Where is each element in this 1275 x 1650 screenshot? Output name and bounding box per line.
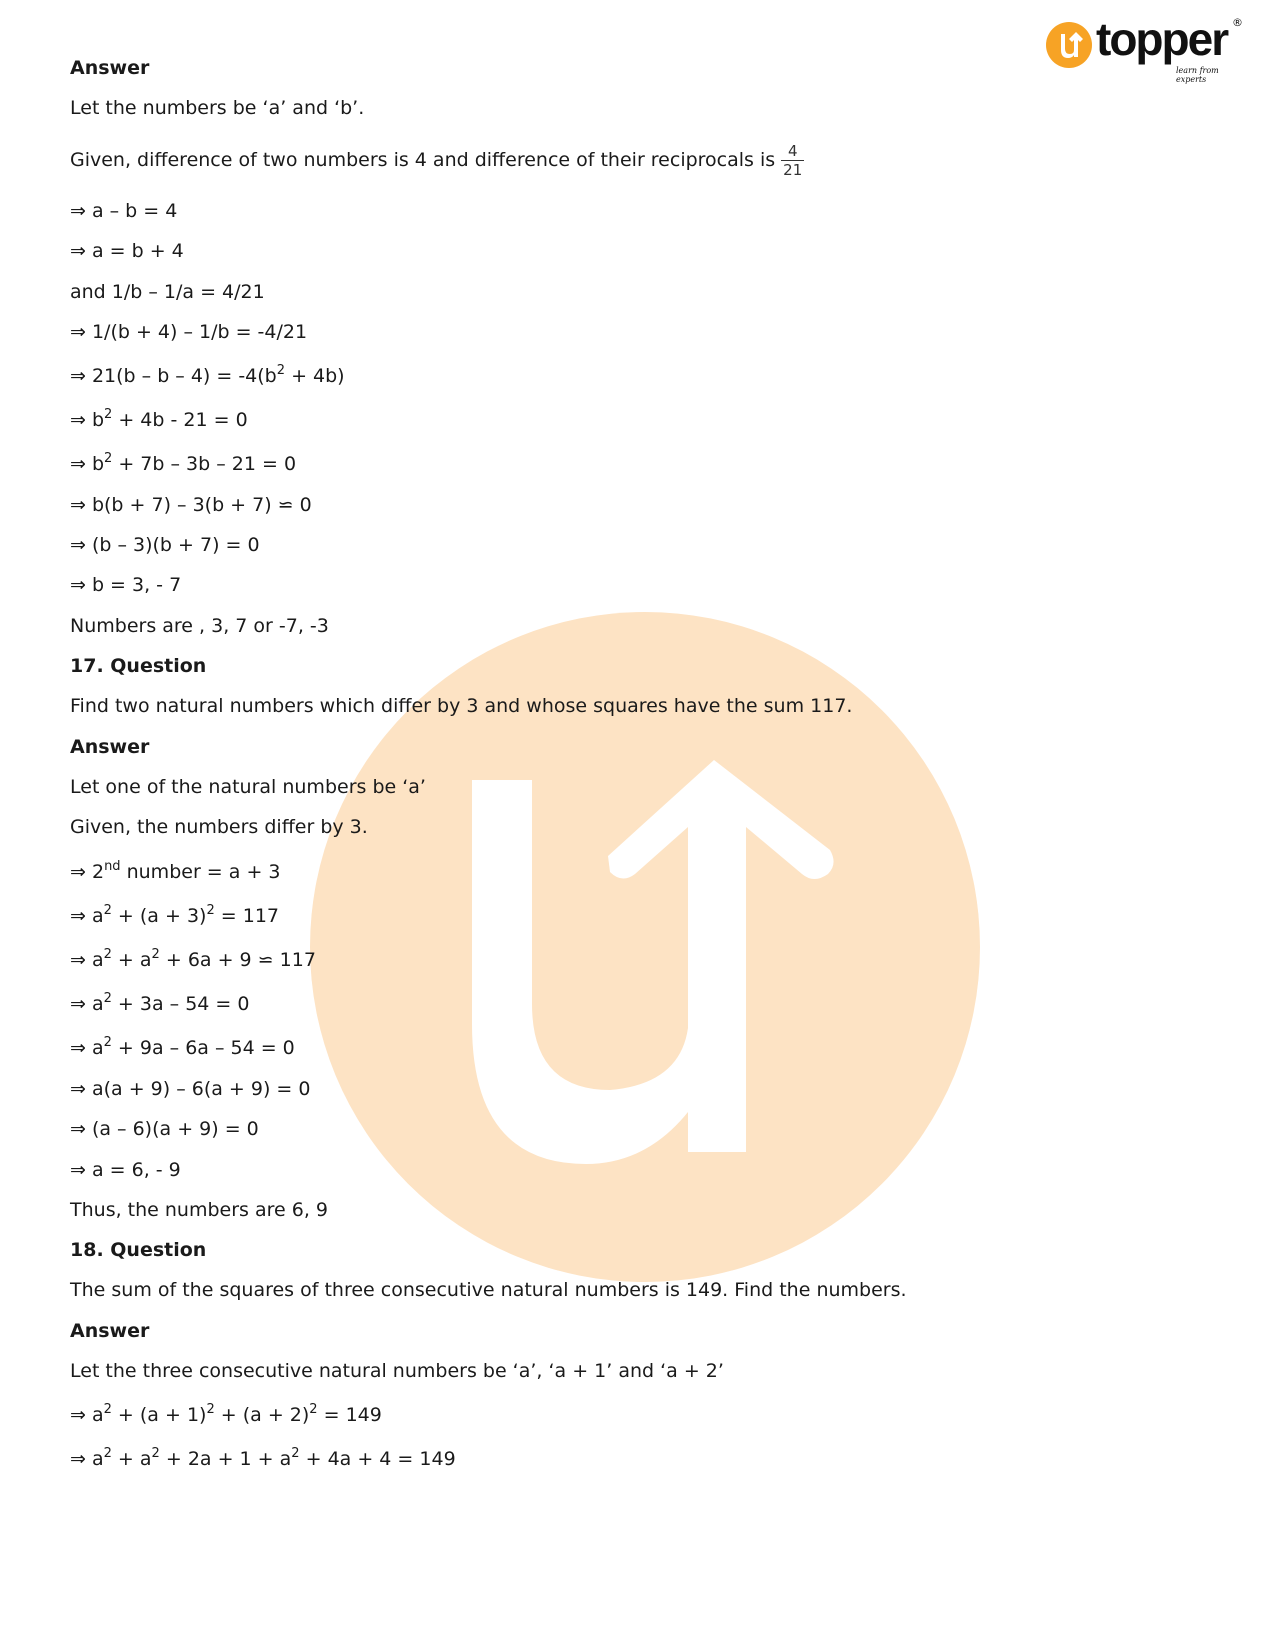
math-step: ⇒ $a^2 + (a + 3)^2 = 117$ [70,903,279,927]
fraction [781,142,804,179]
math-step: ⇒ b = 3, - 7 [70,574,182,596]
math-step: ⇒ 1/(b + 4) – 1/b = -4/21 [70,321,308,343]
answer-heading: Answer [70,57,150,79]
math-step: ⇒ a = b + 4 [70,240,184,262]
answer-heading: Answer [70,736,150,758]
question-text: Find two natural numbers which differ by 3 and whose squares have the sum 117. [70,695,853,717]
question-text: The sum of the squares of three consecutive natural numbers is 149. Find the numbers. [70,1279,907,1301]
math-step: ⇒ a(a + 9) – 6(a + 9) = 0 [70,1078,311,1100]
given-line [70,142,804,179]
registered-mark: ® [1232,16,1243,29]
math-step: ⇒ b(b + 7) – 3(b + 7) ⋍ 0 [70,494,312,516]
given-text: Given, difference of two numbers is 4 and difference of their reciprocals is [70,149,776,171]
question-heading: 18. Question [70,1239,207,1261]
topper-logo[interactable] [1046,13,1246,84]
math-step: ⇒ $a^2 + 3a - 54 = 0$ [70,991,250,1015]
answer-heading: Answer [70,1320,150,1342]
logo-tagline: learn from experts [1176,66,1219,84]
math-step: ⇒ $a^2 + a^2 + 6a + 9$ ⋍ 117 [70,947,316,971]
answer-text: Let the numbers be ‘a’ and ‘b’. [70,97,365,119]
logo-u-icon [1046,22,1092,68]
math-step: ⇒ 2nd number = a + 3 [70,859,281,883]
answer-text: Given, the numbers differ by 3. [70,816,368,838]
math-step: ⇒ $a^2 + (a + 1)^2 + (a + 2)^2 = 149$ [70,1402,382,1426]
math-step: ⇒ (b – 3)(b + 7) = 0 [70,534,260,556]
question-heading: 17. Question [70,655,207,677]
math-step: ⇒ a – b = 4 [70,200,178,222]
math-step: ⇒ $21(b - b - 4) = -4(b^2 + 4b)$ [70,363,345,387]
answer-text: Let the three consecutive natural numbers be ‘a’, ‘a + 1’ and ‘a + 2’ [70,1360,724,1382]
math-step: ⇒ $a^2 + a^2 + 2a + 1 + a^2 + 4a + 4 = 149$ [70,1446,456,1470]
math-step: ⇒ a = 6, - 9 [70,1159,181,1181]
fraction-numerator: 4 [781,142,804,161]
result-text: Numbers are , 3, 7 or -7, -3 [70,615,329,637]
logo-wordmark: topper [1096,13,1228,65]
math-step: ⇒ $a^2 + 9a - 6a - 54 = 0$ [70,1035,295,1059]
result-text: Thus, the numbers are 6, 9 [70,1199,329,1221]
math-step: ⇒ (a – 6)(a + 9) = 0 [70,1118,259,1140]
math-step: ⇒ $b^2 + 4b - 21 = 0$ [70,407,248,431]
answer-text: Let one of the natural numbers be ‘a’ [70,776,426,798]
math-step: and 1/b – 1/a = 4/21 [70,281,265,303]
fraction-denominator: 21 [783,161,803,179]
math-step: ⇒ $b^2 + 7b - 3b - 21 = 0$ [70,451,297,475]
